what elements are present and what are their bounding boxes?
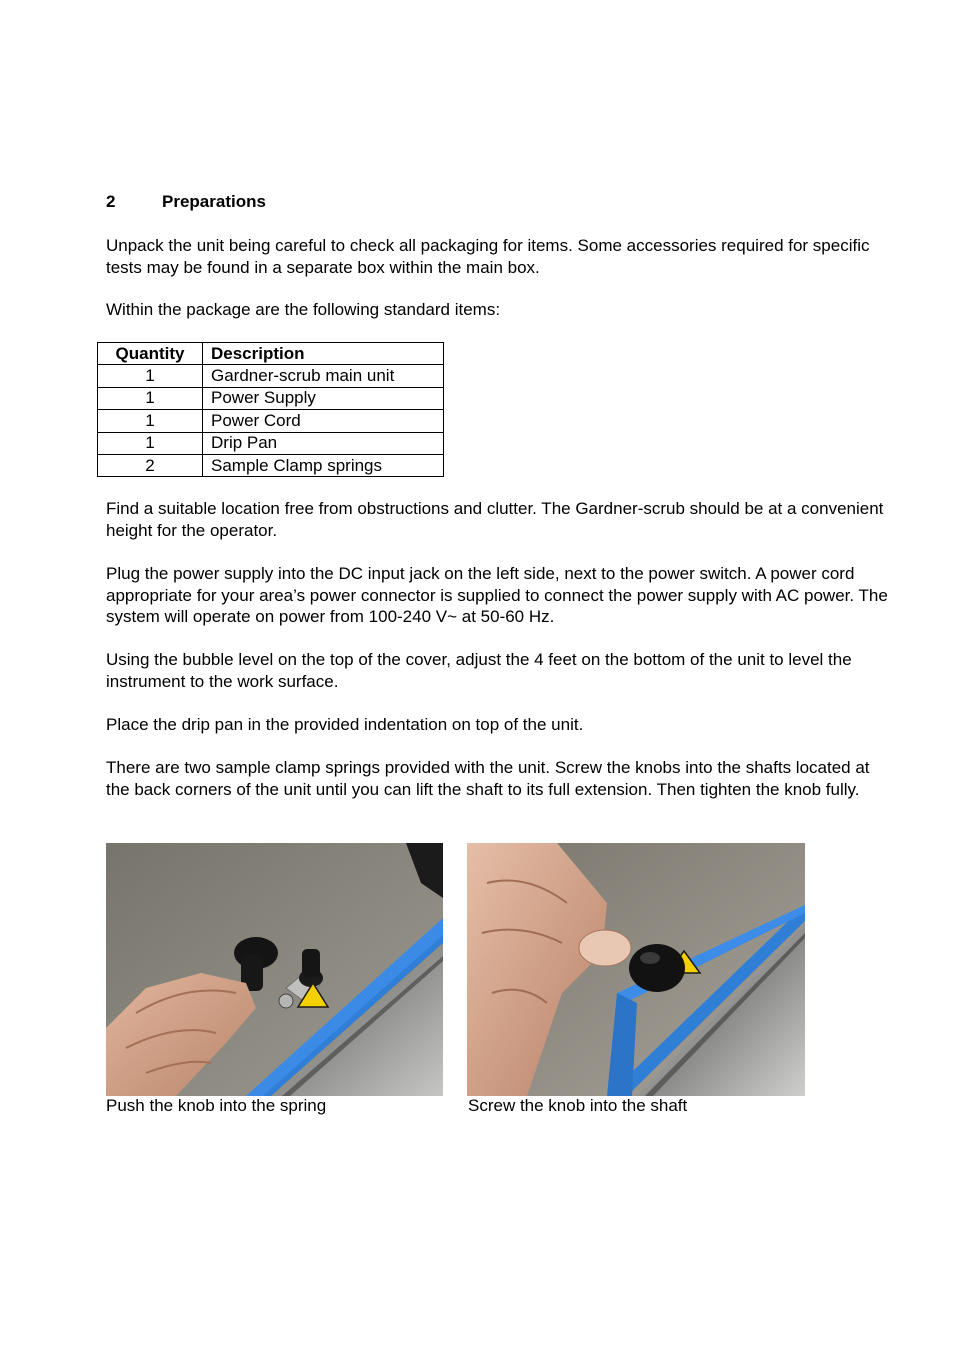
- paragraph-unpack: Unpack the unit being careful to check all packaging for items. Some accessories required for specific tests may be found in a separate box within the main box.: [106, 236, 870, 277]
- quantity-cell: 2: [98, 454, 203, 476]
- photo-screw-knob: [467, 843, 805, 1096]
- paragraph-location: Find a suitable location free from obstructions and clutter. The Gardner-scrub should be at a convenient height for the operator.: [106, 499, 884, 540]
- table-row: [98, 410, 444, 432]
- quantity-cell: 1: [98, 432, 203, 454]
- table-row: [98, 454, 444, 476]
- description-cell: Drip Pan: [203, 432, 444, 454]
- table-row: [98, 387, 444, 409]
- section-number: 2: [106, 192, 116, 211]
- description-cell: Power Cord: [203, 410, 444, 432]
- caption-screw-knob: Screw the knob into the shaft: [468, 1096, 688, 1115]
- column-header-quantity: Quantity: [98, 343, 203, 365]
- description-cell: Power Supply: [203, 387, 444, 409]
- paragraph-package-intro: Within the package are the following standard items:: [106, 300, 501, 319]
- paragraph-drip-pan: Place the drip pan in the provided indentation on top of the unit.: [106, 715, 584, 734]
- items-table: [97, 342, 444, 477]
- paragraph-power: Plug the power supply into the DC input jack on the left side, next to the power switch. A power cord appropriate for your area’s power connector is supplied to connect the power supply with AC power. The system will operate on power from 100-240 V~ at 50-60 Hz.: [106, 564, 888, 627]
- column-header-description: Description: [203, 343, 444, 365]
- section-heading: [106, 191, 266, 212]
- paragraph-clamp-springs: There are two sample clamp springs provided with the unit. Screw the knobs into the shafts located at the back corners of the unit until you can lift the shaft to its full extension. Then tighten the knob fully.: [106, 758, 870, 799]
- table-header-row: [98, 343, 444, 365]
- photo-push-knob: [106, 843, 443, 1096]
- quantity-cell: 1: [98, 387, 203, 409]
- quantity-cell: 1: [98, 365, 203, 387]
- paragraph-leveling: Using the bubble level on the top of the cover, adjust the 4 feet on the bottom of the unit to level the instrument to the work surface.: [106, 650, 852, 691]
- section-title: Preparations: [162, 192, 266, 211]
- caption-push-knob: Push the knob into the spring: [106, 1096, 327, 1115]
- description-cell: Sample Clamp springs: [203, 454, 444, 476]
- description-cell: Gardner-scrub main unit: [203, 365, 444, 387]
- quantity-cell: 1: [98, 410, 203, 432]
- table-row: [98, 365, 444, 387]
- table-row: [98, 432, 444, 454]
